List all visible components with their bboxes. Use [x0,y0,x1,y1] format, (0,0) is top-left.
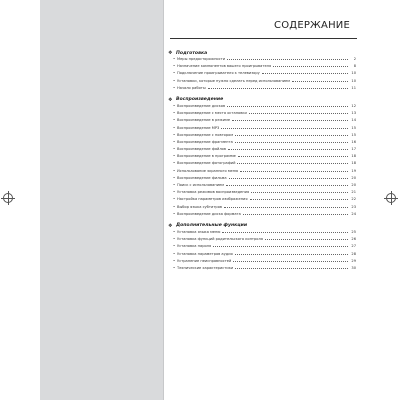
section-heading-label: Подготовка [176,50,208,56]
toc-entry-page: 14 [351,118,356,123]
section-heading [168,49,356,57]
toc-entry-page: 25 [351,229,356,234]
section-heading-label: Воспроизведение [176,97,224,103]
toc-entry[interactable] [168,133,356,140]
toc-entry-label: Технические характеристики [177,265,234,270]
toc-entry[interactable] [168,230,356,237]
toc-entry-page: 17 [351,147,356,152]
dot-leader [249,111,348,114]
entry-bullet-icon: • [173,175,176,180]
entry-bullet-icon: • [173,244,176,249]
left-grey-panel [40,0,164,400]
dot-leader [229,176,348,179]
entry-bullet-icon: • [173,118,176,123]
toc-entry-page: 16 [351,139,356,144]
toc-entry-label: Воспроизведение в программе [177,154,236,159]
toc-entry-page: 20 [351,183,356,187]
toc-entry[interactable] [168,147,356,154]
toc-entry[interactable] [168,111,356,118]
dot-leader [235,133,348,136]
dot-leader [228,147,348,150]
entry-bullet-icon: • [173,168,176,173]
toc-entry-label: Воспроизведение фильма [177,175,227,180]
dot-leader [227,104,348,107]
toc-entry-label: Назначение компонентов вашего проигрывателя [177,64,272,69]
toc-entry-label: Воспроизведение с места остановки [177,111,247,116]
dot-leader [235,140,348,143]
toc-entry[interactable] [168,79,356,86]
dot-leader [208,86,348,89]
dot-leader [232,118,348,121]
toc-entry-label: Воспроизведение файлов [177,147,227,152]
toc-entry-label: Установка функций родительского контроля [177,237,263,242]
entry-bullet-icon: • [173,211,176,216]
toc-entry[interactable] [168,169,356,176]
toc-entry-page: 29 [351,258,356,263]
dot-leader [226,183,348,186]
toc-entry[interactable] [168,126,356,133]
table-of-contents [168,46,356,273]
entry-bullet-icon: • [173,237,176,242]
dot-leader [213,244,348,247]
toc-entry[interactable] [168,266,356,273]
entry-bullet-icon: • [173,251,176,256]
dot-leader [292,79,348,82]
toc-entry[interactable] [168,161,356,168]
entry-bullet-icon: • [173,78,176,83]
entry-bullet-icon: • [173,71,176,76]
entry-bullet-icon: • [173,197,176,202]
dot-leader [235,266,348,269]
toc-entry-label: Настройка параметров изображения [177,197,248,202]
toc-entry[interactable] [168,212,356,219]
toc-entry-label: Воспроизведение МР3 [177,125,220,130]
toc-entry-label: Воспроизведение с повтором [177,132,234,137]
dot-leader [237,161,348,164]
toc-entry-page: 10 [351,71,356,76]
page-title: СОДЕРЖАНИЕ [274,20,350,31]
toc-entry-page: 15 [351,132,356,137]
entry-bullet-icon: • [173,64,176,69]
toc-entry-page: 26 [351,237,356,242]
section-heading [168,96,356,104]
section-heading-label: Дополнительные функции [176,223,248,229]
toc-entry[interactable] [168,154,356,161]
toc-entry[interactable] [168,183,356,190]
dot-leader [251,190,348,193]
toc-entry-page: 24 [351,211,356,216]
dot-leader [243,212,348,215]
toc-entry-page: 19 [351,168,356,173]
toc-entry-page: 18 [351,154,356,159]
toc-entry-page: 23 [351,204,356,209]
entry-bullet-icon: • [173,132,176,137]
entry-bullet-icon: • [173,190,176,195]
toc-entry[interactable] [168,57,356,64]
entry-bullet-icon: • [173,154,176,159]
toc-entry[interactable] [168,197,356,204]
title-underline [170,38,357,39]
toc-entry-label: Подключение проигрывателя к телевизору [177,71,260,76]
toc-entry-page: 2 [353,57,356,61]
dot-leader [222,230,348,233]
registration-mark-icon [3,193,13,203]
entry-bullet-icon: • [173,147,176,152]
toc-entry-page: 12 [351,103,356,108]
toc-entry-page: 20 [351,175,356,180]
toc-entry-label: Установка пароля [177,244,212,249]
entry-bullet-icon: • [173,139,176,144]
toc-entry[interactable] [168,190,356,197]
section-bullet-icon: ❖ [168,222,173,229]
toc-entry-label: Установка режимов воспроизведения [177,190,250,195]
toc-entry-page: 27 [351,244,356,249]
toc-entry[interactable] [168,176,356,183]
dot-leader [273,64,348,67]
toc-entry[interactable] [168,237,356,244]
toc-entry-page: 13 [351,111,356,116]
entry-bullet-icon: • [173,229,176,234]
toc-entry-label: Воспроизведение фотографий [177,161,236,166]
toc-entry[interactable] [168,244,356,251]
toc-entry-page: 15 [351,125,356,130]
entry-bullet-icon: • [173,125,176,130]
toc-entry-page: 21 [351,190,356,195]
toc-entry[interactable] [168,86,356,93]
dot-leader [233,259,348,262]
section-bullet-icon: ❖ [168,50,173,56]
toc-entry[interactable] [168,118,356,125]
dot-leader [227,57,348,60]
entry-bullet-icon: • [173,85,176,90]
toc-entry-label: Воспроизведение в режиме [177,118,231,123]
dot-leader [265,237,348,240]
toc-entry-label: Меры предосторожности [177,57,226,61]
entry-bullet-icon: • [173,103,176,108]
toc-entry-page: 30 [351,265,356,270]
toc-entry-label: Установка языка меню [177,229,221,234]
registration-mark-icon [386,193,396,203]
entry-bullet-icon: • [173,111,176,116]
dot-leader [221,126,348,129]
toc-entry[interactable] [168,140,356,147]
toc-entry-label: Воспроизведение фрагмента [177,139,233,144]
panel-divider [163,0,164,400]
toc-entry-page: 10 [351,78,356,83]
toc-entry-label: Устранение неисправностей [177,258,232,263]
toc-entry[interactable] [168,205,356,212]
toc-entry-page: 28 [351,251,356,256]
dot-leader [240,169,348,172]
toc-entry-label: Установка параметров аудио [177,251,233,256]
entry-bullet-icon: • [173,183,176,187]
dot-leader [235,252,348,255]
dot-leader [262,71,348,74]
toc-entry[interactable] [168,71,356,78]
toc-entry-label: Использование экранного меню [177,168,239,173]
dot-leader [238,154,348,157]
toc-entry-page: 22 [351,197,356,202]
entry-bullet-icon: • [173,161,176,166]
toc-entry-label: Установки, которые нужно сделать перед использованием [177,78,290,83]
toc-entry-label: Начало работы [177,85,206,90]
toc-entry[interactable] [168,259,356,266]
entry-bullet-icon: • [173,204,176,209]
toc-entry-label: Воспроизведение дисков [177,103,226,108]
toc-entry-label: Воспроизведение диска формата [177,211,241,216]
entry-bullet-icon: • [173,258,176,263]
dot-leader [250,197,348,200]
toc-entry-label: Поиск с использованием [177,183,224,187]
toc-entry[interactable] [168,64,356,71]
toc-entry-page: 11 [351,85,356,90]
entry-bullet-icon: • [173,265,176,270]
toc-entry-page: 8 [353,64,356,69]
entry-bullet-icon: • [173,57,176,61]
dot-leader [224,205,348,208]
toc-entry[interactable] [168,104,356,111]
toc-entry-page: 18 [351,161,356,166]
section-heading [168,222,356,230]
toc-entry[interactable] [168,252,356,259]
toc-entry-label: Выбор языка субтитров [177,204,223,209]
section-bullet-icon: ❖ [168,96,173,103]
